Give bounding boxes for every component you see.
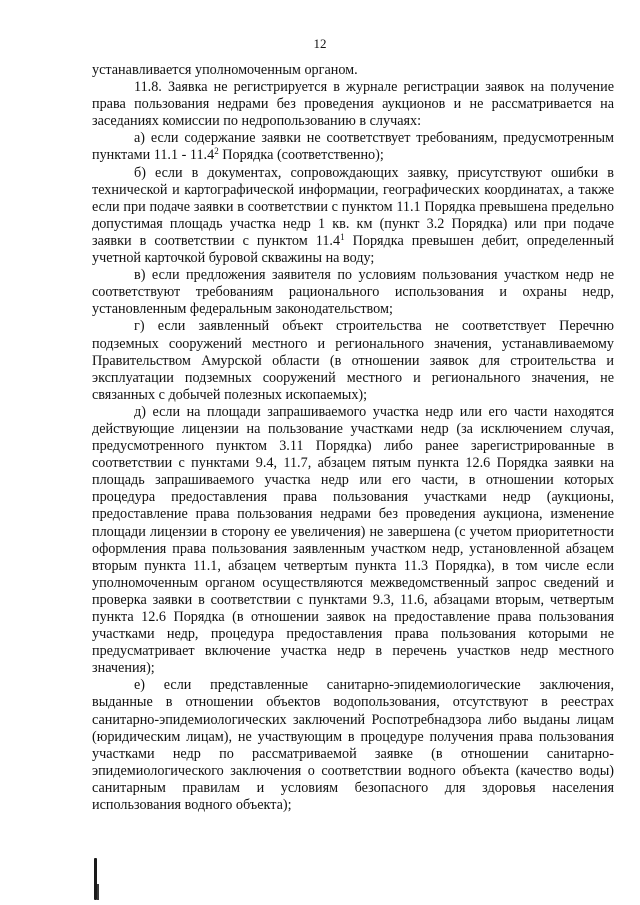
scan-edge-mark-tail bbox=[97, 884, 99, 900]
paragraph-a-superscript: 2 bbox=[214, 146, 219, 157]
page-number: 12 bbox=[313, 36, 327, 51]
paragraph-g: г) если заявленный объект строительства не соответствует Перечню подземных сооружений местного и регионального значения, устанавливаемому Правительством Амурской области (в отношении заявок для строительства и эксплуатации подземных сооружений местного и регионального значения, не связанных с добычей полезных ископаемых); bbox=[92, 318, 614, 403]
document-body bbox=[92, 62, 614, 814]
paragraph-b bbox=[92, 165, 614, 268]
paragraph-d: д) если на площади запрашиваемого участка недр или его части находятся действующие лицензии на пользование участками недр (за исключением случая, предусмотренного пунктом 3.11 Порядка) либо ранее зарегистрированные в соответствии с пунктами 9.4, 11.7, абзацем пятым пункта 12.6 Порядка заявки на площадь запрашиваемого участка недр или его части, в отношении которых процедура предоставления права пользования участками недр (аукционы, предоставление права пользования недрами без проведения аукциона, изменение площади лицензии в сторону ее увеличения) не завершена (с учетом приоритетности оформления права пользования заявленным участком недр, установленной абзацем вторым пункта 11.1, абзацем четвертым пункта 11.3 Порядка), в том числе если уполномоченным органом осуществляются межведомственный запрос сведений и проверка заявки в соответствии с пунктами 9.3, 11.6, абзацами вторым, четвертым пункта 12.6 Порядка (в отношении заявок на предоставление права пользования участками недр, процедура предоставления права пользования которыми не предусматривает включение участка недр в перечень участков недр местного значения); bbox=[92, 403, 614, 677]
paragraph-a-text-2: Порядка (соответственно); bbox=[218, 147, 384, 164]
paragraph-e: е) если представленные санитарно-эпидемиологические заключения, выданные в отношении объектов водопользования, отсутствуют в реестрах санитарно-эпидемиологических заключений Роспотребнадзора либо выданы лицам (юридическим лицам), не участвующим в процедуре получения права пользования участками недр по рассматриваемой заявке (в отношении санитарно-эпидемиологического заключения о соответствии водного объекта (качество воды) санитарным правилам и условиям безопасного для здоровья населения использования водного объекта); bbox=[92, 677, 614, 814]
paragraph-a-text-1: а) если содержание заявки не соответствует требованиям, предусмотренным пунктами 11.1 - 11.4 bbox=[92, 130, 614, 164]
paragraph-b-text-1: б) если в документах, сопровождающих заявку, присутствуют ошибки в технической и картографической информации, географических координатах, а также если при подаче заявки в соответствии с пунктом 11.1 Порядка превышена предельно допустимая площадь участка недр 1 кв. км (пункт 3.2 Порядка) или при подаче заявки в соответствии с пунктом 11.4 bbox=[92, 164, 614, 249]
paragraph-b-text-2: Порядка превышен дебит, определенный учетной карточкой буровой скважины на воду; bbox=[92, 232, 615, 267]
paragraph-continuation: устанавливается уполномоченным органом. bbox=[92, 62, 358, 78]
paragraph-11-8: 11.8. Заявка не регистрируется в журнале регистрации заявок на получение права пользования недрами без проведения аукционов и не рассматривается на заседаниях комиссии по недропользованию в случаях: bbox=[92, 79, 614, 130]
paragraph-a bbox=[92, 130, 614, 164]
paragraph-b-superscript: 1 bbox=[340, 231, 345, 242]
paragraph-v: в) если предложения заявителя по условиям пользования участком недр не соответствуют требованиям рационального использования и охраны недр, установленным федеральным законодательством; bbox=[92, 267, 614, 318]
